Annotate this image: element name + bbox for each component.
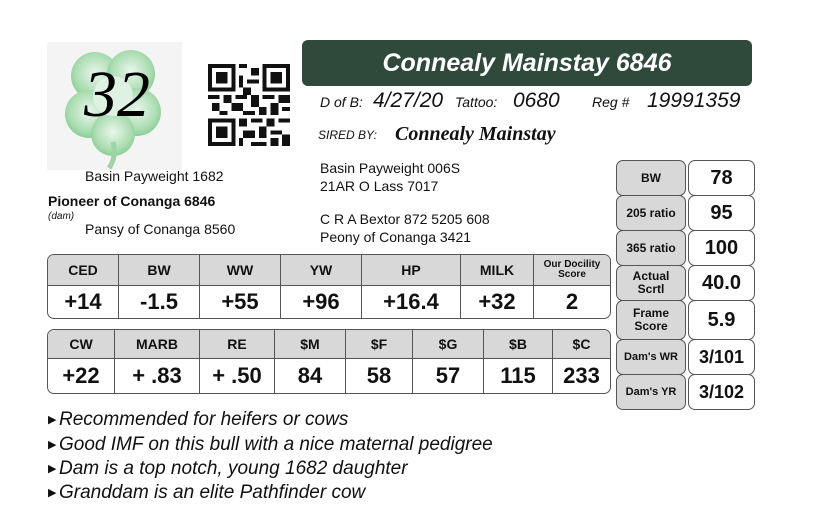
epd-value-yw: +96: [281, 286, 362, 318]
side-label-frame-score: Frame Score: [616, 300, 686, 340]
bullet-icon: ▶: [48, 439, 57, 451]
sire-sire: Basin Payweight 006S: [320, 160, 461, 176]
side-label-actual-scrtl: Actual Scrtl: [616, 265, 686, 301]
side-label-dams-yr: Dam's YR: [616, 374, 686, 410]
epd-header-re: RE: [200, 330, 275, 358]
epd-value-bw: -1.5: [119, 286, 200, 318]
epd-value-cw: +22: [48, 359, 115, 393]
sire-dam: 21AR O Lass 7017: [320, 178, 439, 194]
reg-label: Reg #: [592, 94, 630, 110]
dam-dam-right: Peony of Conanga 3421: [320, 229, 472, 245]
epd-table-2: [47, 329, 611, 394]
epd-header-cw: CW: [48, 330, 115, 358]
note-item: ▶ Recommended for heifers or cows: [48, 409, 349, 430]
epd-header-yw: YW: [281, 255, 362, 285]
animal-name-title: Connealy Mainstay 6846: [302, 40, 752, 86]
dam-name: Pioneer of Conanga 6846: [48, 193, 216, 209]
epd-header-dollar-m: $M: [275, 330, 346, 358]
epd-value-hp: +16.4: [362, 286, 461, 318]
epd-value-ww: +55: [200, 286, 281, 318]
dam-sire-right: C R A Bextor 872 5205 608: [320, 211, 490, 227]
qr-code-icon: [207, 64, 291, 146]
dob-label: D of B:: [320, 94, 363, 110]
reg-value: 19991359: [647, 89, 741, 112]
epd-value-dollar-b: 115: [484, 359, 553, 393]
side-label-205-ratio: 205 ratio: [616, 195, 686, 231]
side-value-365-ratio: 100: [688, 230, 755, 266]
epd-header-bw: BW: [119, 255, 200, 285]
sired-by-label: SIRED BY:: [318, 128, 377, 142]
epd-header-dollar-c: $C: [572, 336, 591, 352]
side-value-actual-scrtl: 40.0: [688, 265, 755, 301]
epd-header-dollar-f: $F: [346, 330, 413, 358]
bullet-icon: ▶: [48, 487, 57, 499]
bullet-icon: ▶: [48, 414, 57, 426]
note-item: ▶ Granddam is an elite Pathfinder cow: [48, 482, 366, 503]
epd-table-1: [47, 254, 611, 319]
side-value-205-ratio: 95: [688, 195, 755, 231]
epd-header-hp: HP: [362, 255, 461, 285]
epd-value-re: + .50: [200, 359, 275, 393]
tattoo-value: 0680: [513, 89, 560, 112]
note-item: ▶ Dam is a top notch, young 1682 daughter: [48, 458, 408, 479]
epd-header-ww: WW: [200, 255, 281, 285]
epd-header-docility: Our Docility Score: [543, 259, 601, 280]
side-value-dams-yr: 3/102: [688, 374, 755, 410]
epd-header-dollar-b: $B: [484, 330, 553, 358]
epd-value-dollar-c: 233: [563, 363, 600, 388]
sire-name: Connealy Mainstay: [395, 123, 556, 145]
epd-header-milk: MILK: [461, 255, 534, 285]
side-label-dams-wr: Dam's WR: [616, 339, 686, 375]
side-value-bw: 78: [688, 160, 755, 196]
note-item: ▶ Good IMF on this bull with a nice maternal pedigree: [48, 434, 493, 455]
epd-value-dollar-f: 58: [346, 359, 413, 393]
epd-header-dollar-g: $G: [413, 330, 484, 358]
epd-header-ced: CED: [48, 255, 119, 285]
epd-header-marb: MARB: [115, 330, 200, 358]
epd-value-dollar-m: 84: [275, 359, 346, 393]
lot-number: 32: [84, 58, 150, 131]
epd-value-marb: + .83: [115, 359, 200, 393]
epd-value-ced: +14: [48, 286, 119, 318]
epd-value-milk: +32: [461, 286, 534, 318]
tattoo-label: Tattoo:: [455, 94, 498, 110]
side-label-bw: BW: [616, 160, 686, 196]
dam-sire: Basin Payweight 1682: [85, 168, 224, 184]
side-value-frame-score: 5.9: [688, 300, 755, 340]
granddam: Pansy of Conanga 8560: [85, 221, 236, 237]
dob-value: 4/27/20: [373, 89, 444, 112]
side-value-dams-wr: 3/101: [688, 339, 755, 375]
epd-value-dollar-g: 57: [413, 359, 484, 393]
bullet-icon: ▶: [48, 463, 57, 475]
epd-value-docility: 2: [565, 289, 579, 314]
side-label-365-ratio: 365 ratio: [616, 230, 686, 266]
dam-tag: (dam): [48, 211, 75, 222]
